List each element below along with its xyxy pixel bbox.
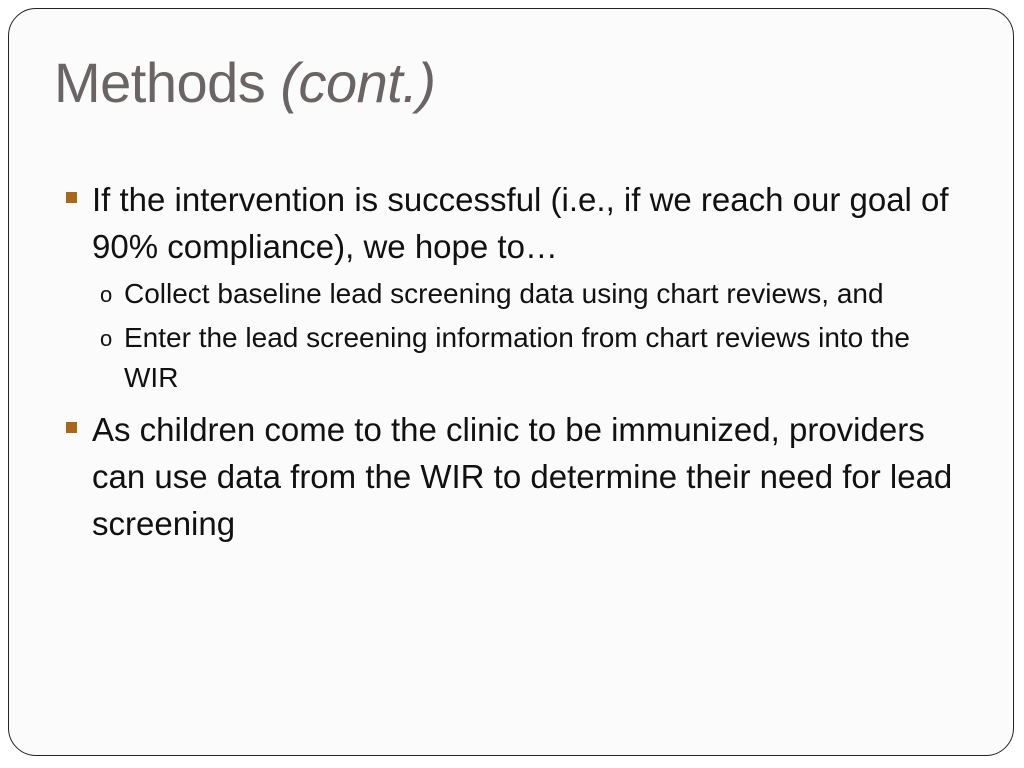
circle-bullet-icon: o xyxy=(100,326,113,351)
bullet-item xyxy=(60,176,970,398)
sub-bullet-item xyxy=(92,274,970,314)
slide-title xyxy=(54,52,436,114)
circle-bullet-icon: o xyxy=(100,282,113,307)
bullet-list xyxy=(60,176,970,547)
sub-bullet-item xyxy=(92,318,970,398)
bullet-text: If the intervention is successful (i.e., if we reach our goal of 90% compliance), we hope to… xyxy=(92,181,949,265)
sub-bullet-list xyxy=(92,274,970,398)
title-main: Methods xyxy=(54,51,266,114)
sub-bullet-text: Collect baseline lead screening data using chart reviews, and xyxy=(124,278,884,309)
bullet-item xyxy=(60,406,970,547)
title-suffix: (cont.) xyxy=(280,51,436,114)
sub-bullet-text: Enter the lead screening information from chart reviews into the WIR xyxy=(124,322,910,393)
square-bullet-icon xyxy=(66,422,77,433)
square-bullet-icon xyxy=(66,192,77,203)
bullet-text: As children come to the clinic to be immunized, providers can use data from the WIR to determine their need for lead screening xyxy=(92,411,953,542)
